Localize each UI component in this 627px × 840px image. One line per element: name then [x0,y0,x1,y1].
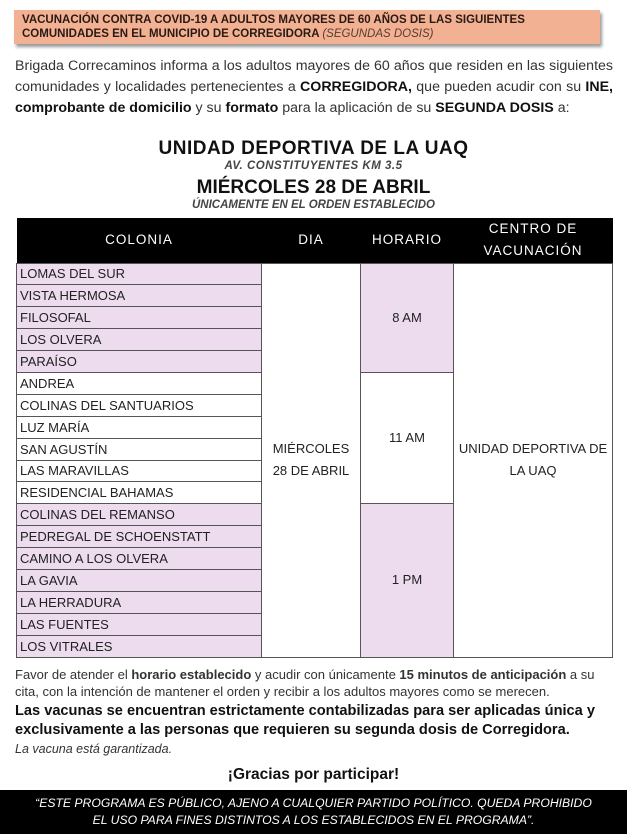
colonia-cell: VISTA HERMOSA [17,285,262,307]
footer-line: EL USO PARA FINES DISTINTOS A LOS ESTABLECIDOS EN EL PROGRAMA”. [92,813,535,827]
colonia-cell: LA HERRADURA [17,591,262,613]
note-bold: horario establecido [131,667,252,682]
intro-bold: INE, comprobante de domicilio [15,79,613,116]
schedule-table [16,218,613,658]
intro-text: y su [191,100,226,116]
date-label: MIÉRCOLES 28 DE ABRIL [196,177,431,198]
intro-text: a: [553,100,570,116]
colonia-cell: CAMINO A LOS OLVERA [17,548,262,570]
banner-title: VACUNACIÓN CONTRA COVID-19 A ADULTOS MAYORES DE 60 AÑOS DE LAS SIGUIENTES COMUNIDADES EN EL MUNICIPIO DE CORREGIDORA [22,14,525,40]
banner-subtitle: (SEGUNDAS DOSIS) [322,28,434,40]
colonia-cell: SAN AGUSTÍN [17,438,262,460]
note-bold: 15 minutos de anticipación [399,667,567,682]
colonia-cell: LOMAS DEL SUR [17,263,262,285]
note-text: y acudir con únicamente [251,667,400,682]
venue-address: AV. CONSTITUYENTES KM 3.5 [224,160,403,172]
colonia-cell: RESIDENCIAL BAHAMAS [17,482,262,504]
day-cell [262,263,361,657]
intro-text: Brigada Correcaminos informa a los adultos mayores de 60 años que residen en las siguientes comunidades y localidades pertenecientes a [15,58,613,95]
time-cell: 8 AM [361,263,454,372]
header-horario: HORARIO [361,218,454,263]
note-schedule [15,666,615,700]
header-centro: CENTRO DE VACUNACIÓN [454,218,613,263]
note-text: a su cita, con la intención de mantener el orden y recibir a los adultos mayores como se merecen. [15,667,595,699]
center-cell [454,263,613,657]
venue [0,138,627,172]
date-block [0,177,627,211]
footer-line: “ESTE PROGRAMA ES PÚBLICO, AJENO A CUALQUIER PARTIDO POLÍTICO. QUEDA PROHIBIDO [35,796,592,810]
note-text: Favor de atender el [15,667,132,682]
colonia-cell: LOS OLVERA [17,329,262,351]
colonia-cell: COLINAS DEL SANTUARIOS [17,394,262,416]
note-guaranteed: La vacuna está garantizada. [15,742,173,756]
thanks-text: ¡Gracias por participar! [227,766,400,783]
colonia-cell: LUZ MARÍA [17,416,262,438]
colonia-cell: LAS FUENTES [17,613,262,635]
time-cell: 11 AM [361,372,454,503]
footer-disclaimer [0,790,627,834]
colonia-cell: PEDREGAL DE SCHOENSTATT [17,526,262,548]
venue-name: UNIDAD DEPORTIVA DE LA UAQ [158,138,469,159]
header-colonia: COLONIA [17,218,262,263]
colonia-cell: ANDREA [17,372,262,394]
intro-text: para la aplicación de su [278,100,436,116]
intro-text: que pueden acudir con su [411,79,586,95]
header-dia: DIA [262,218,361,263]
colonia-cell: COLINAS DEL REMANSO [17,504,262,526]
day-text: MIÉRCOLES 28 DE ABRIL [272,441,350,479]
title-banner [14,10,600,44]
colonia-cell: LAS MARAVILLAS [17,460,262,482]
intro-bold: SEGUNDA DOSIS [435,100,554,116]
colonia-cell: PARAÍSO [17,351,262,373]
table-row [17,263,613,285]
note-vaccines: Las vacunas se encuentran estrictamente contabilizadas para ser aplicadas única y exclusivamente a las personas que requieren su segunda dosis de Corregidora. [15,703,595,738]
intro-bold: formato [225,100,279,116]
intro-bold: CORREGIDORA, [300,79,412,95]
time-cell: 1 PM [361,504,454,657]
colonia-cell: FILOSOFAL [17,307,262,329]
intro-paragraph [15,56,613,119]
colonia-cell: LA GAVIA [17,569,262,591]
center-text: UNIDAD DEPORTIVA DE LA UAQ [458,441,608,479]
colonia-cell: LOS VITRALES [17,635,262,657]
date-note: ÚNICAMENTE EN EL ORDEN ESTABLECIDO [191,199,435,211]
